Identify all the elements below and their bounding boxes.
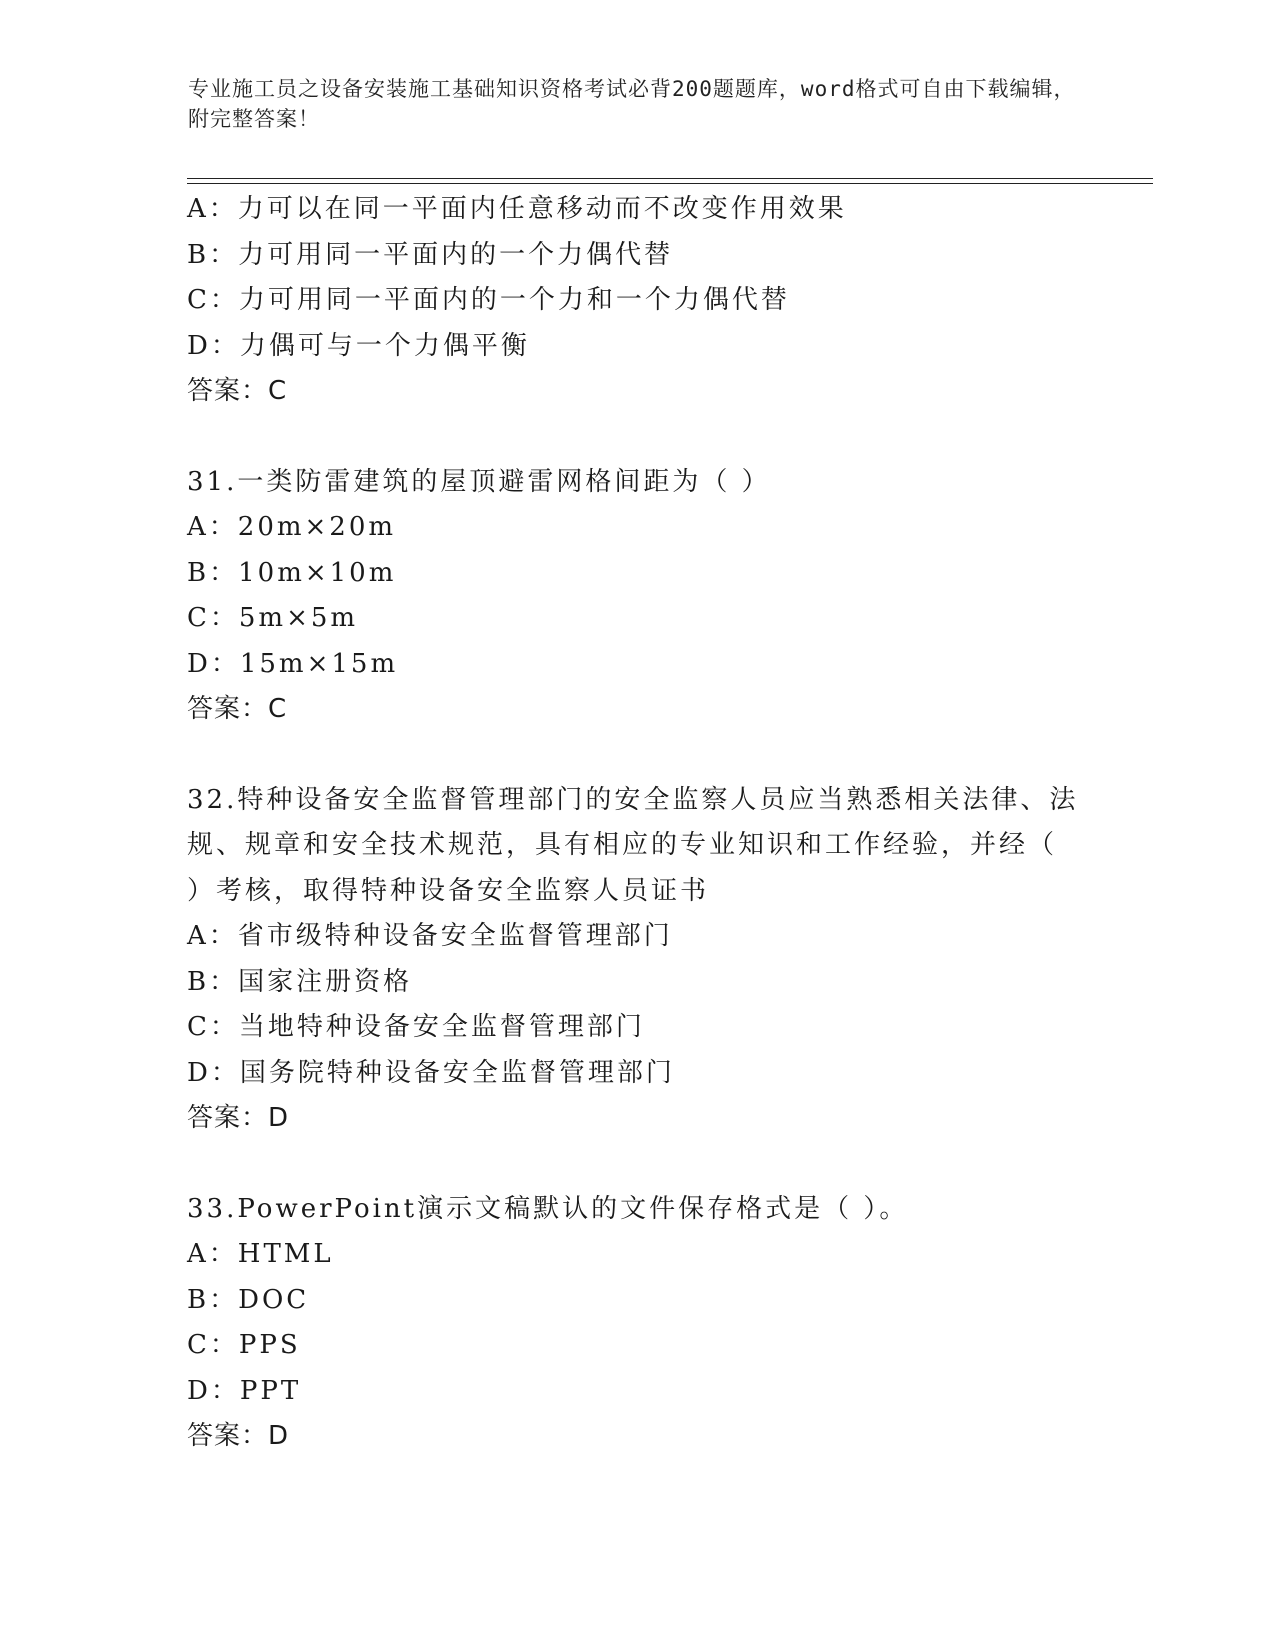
spacer [187,1142,1087,1187]
option-d: D：力偶可与一个力偶平衡 [187,330,530,361]
question-stem-line-3: ）考核，取得特种设备安全监察人员证书 [187,875,710,906]
question-stem: 33.PowerPoint演示文稿默认的文件保存格式是（ ）。 [187,1193,909,1224]
option-d: D：PPT [187,1375,302,1406]
question-30 [187,187,1087,415]
option-c: C：5m×5m [187,603,359,633]
question-list [187,187,1087,1460]
option-a: A：20m×20m [187,512,397,542]
option-c: C：PPS [187,1330,301,1360]
answer-line: 答案：C [187,694,288,724]
question-stem-line-2: 规、规章和安全技术规范，具有相应的专业知识和工作经验，并经（ [187,830,1058,860]
question-stem: 31.一类防雷建筑的屋顶避雷网格间距为（ ） [187,466,771,497]
option-d: D：15m×15m [187,648,399,679]
option-b: B：力可用同一平面内的一个力偶代替 [187,239,674,270]
option-b: B：国家注册资格 [187,966,413,997]
answer-line: 答案：D [187,1421,290,1451]
option-b: B：10m×10m [187,557,397,588]
question-stem-line-1: 32.特种设备安全监督管理部门的安全监察人员应当熟悉相关法律、法 [187,784,1079,815]
answer-line: 答案：D [187,1103,290,1133]
question-31 [187,460,1087,733]
option-c: C：当地特种设备安全监督管理部门 [187,1012,645,1042]
option-a: A：HTML [187,1239,334,1269]
header-divider-bottom [187,183,1153,184]
header-divider-top [187,178,1153,179]
option-d: D：国务院特种设备安全监督管理部门 [187,1057,675,1088]
option-a: A：省市级特种设备安全监督管理部门 [187,921,673,951]
answer-line: 答案：C [187,376,288,406]
question-32 [187,778,1087,1142]
spacer [187,733,1087,778]
option-c: C：力可用同一平面内的一个力和一个力偶代替 [187,285,790,315]
spacer [187,415,1087,460]
document-header-title: 专业施工员之设备安装施工基础知识资格考试必背200题题库，word格式可自由下载编辑，附完整答案！ [188,77,1076,131]
option-a: A：力可以在同一平面内任意移动而不改变作用效果 [187,194,847,224]
question-33 [187,1187,1087,1460]
option-b: B：DOC [187,1284,310,1315]
